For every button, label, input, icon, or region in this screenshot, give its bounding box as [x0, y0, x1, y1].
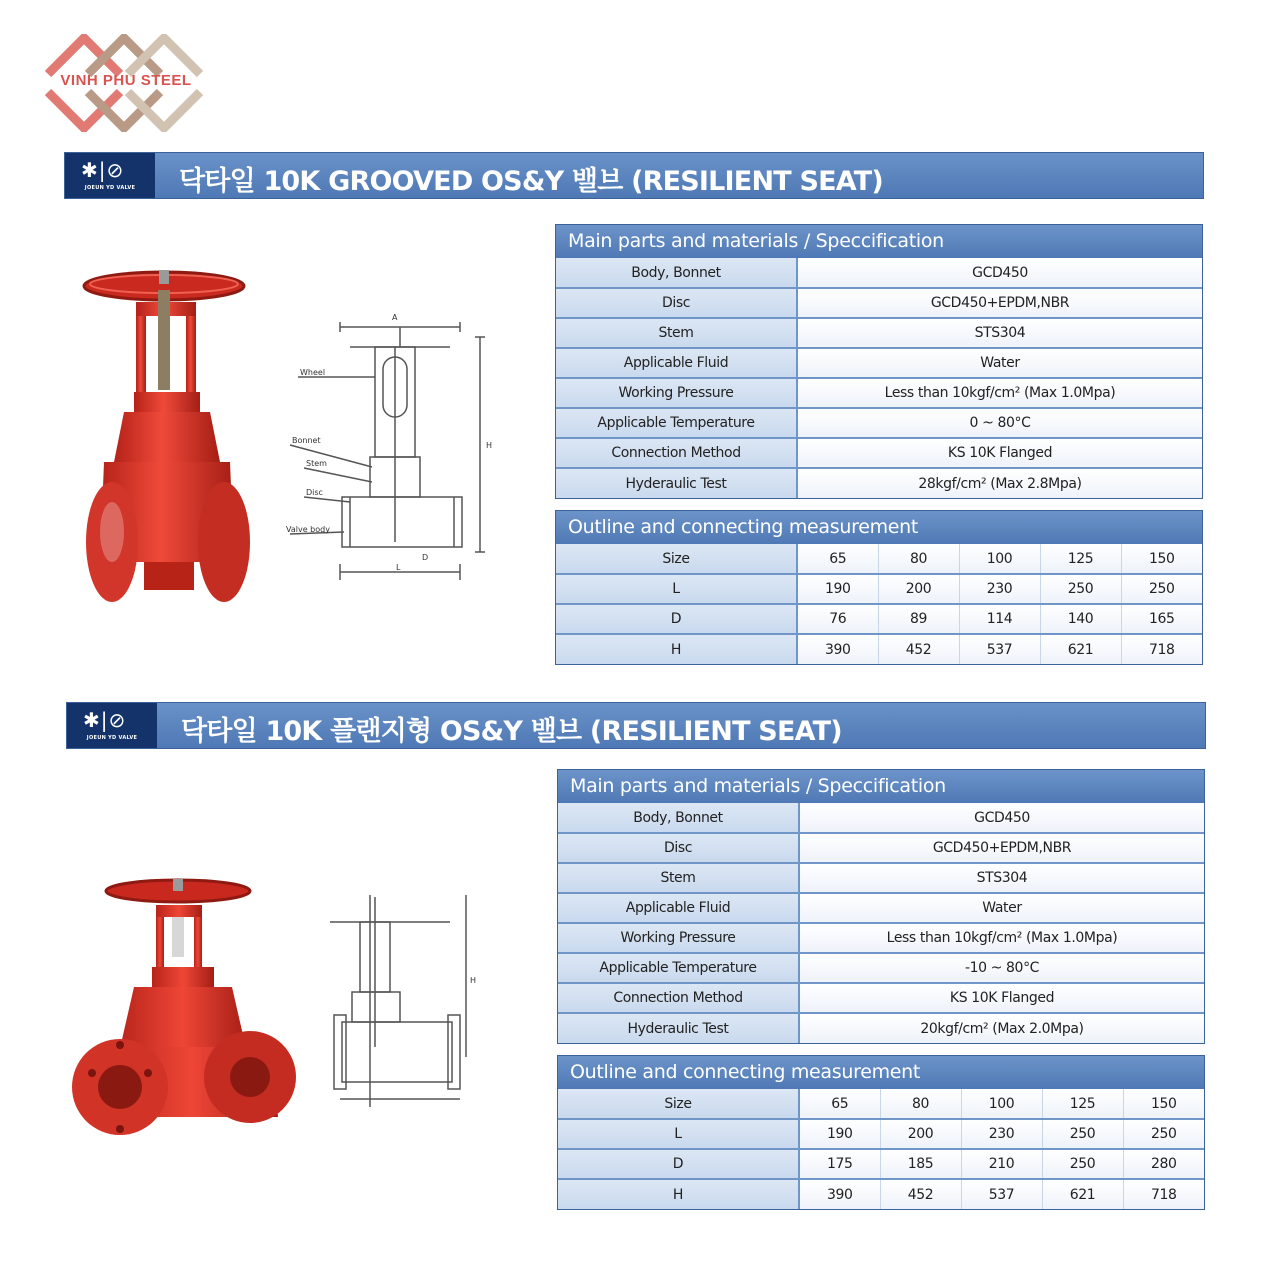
- outline-value: 150: [1121, 544, 1202, 574]
- spec-label: Working Pressure: [556, 378, 797, 408]
- spec-label: Stem: [556, 318, 797, 348]
- spec-label: Connection Method: [558, 983, 799, 1013]
- outline-table: [557, 1055, 1205, 1210]
- outline-value: 200: [880, 1119, 961, 1149]
- outline-value: 621: [1040, 634, 1121, 664]
- table-row: [558, 833, 1204, 863]
- spec-value: Less than 10kgf/cm² (Max 1.0Mpa): [799, 923, 1204, 953]
- drawing-label-d: D: [422, 553, 429, 562]
- outline-value: 250: [1121, 574, 1202, 604]
- outline-value: 200: [878, 574, 959, 604]
- outline-table: [555, 510, 1203, 665]
- outline-value: 185: [880, 1149, 961, 1179]
- outline-label: H: [556, 634, 797, 664]
- outline-value: 452: [880, 1179, 961, 1209]
- outline-value: 114: [959, 604, 1040, 634]
- spec-value: KS 10K Flanged: [797, 438, 1202, 468]
- spec-value: GCD450: [799, 803, 1204, 833]
- spec-label: Disc: [556, 288, 797, 318]
- table-row: [556, 574, 1202, 604]
- spec-label: Connection Method: [556, 438, 797, 468]
- outline-value: 140: [1040, 604, 1121, 634]
- drawing-label-bonnet: Bonnet: [292, 436, 321, 445]
- valve-drawing-grooved: [280, 302, 530, 592]
- valve-brand-icon: ✱|⊘: [81, 158, 125, 182]
- spec-table-title: Main parts and materials / Speccification: [556, 225, 1202, 258]
- outline-label: Size: [558, 1089, 799, 1119]
- table-row: [556, 604, 1202, 634]
- spec-label: Hyderaulic Test: [558, 1013, 799, 1043]
- outline-value: 390: [799, 1179, 880, 1209]
- logo-text: VINH PHU STEEL: [60, 72, 192, 89]
- outline-value: 718: [1121, 634, 1202, 664]
- spec-value: KS 10K Flanged: [799, 983, 1204, 1013]
- outline-value: 250: [1042, 1149, 1123, 1179]
- valve-drawing-flanged: [320, 887, 520, 1117]
- table-row: [558, 923, 1204, 953]
- spec-table-title: Main parts and materials / Speccification: [558, 770, 1204, 803]
- table-row: [556, 634, 1202, 664]
- table-row: [558, 803, 1204, 833]
- outline-value: 76: [797, 604, 878, 634]
- outline-value: 125: [1042, 1089, 1123, 1119]
- outline-value: 65: [797, 544, 878, 574]
- section-title: 닥타일 10K GROOVED OS&Y 밸브 (RESILIENT SEAT): [179, 166, 883, 197]
- banner-logo-subtitle: JOEUN YD VALVE: [84, 185, 136, 191]
- spec-table: [557, 769, 1205, 1044]
- outline-value: 100: [959, 544, 1040, 574]
- outline-label: D: [556, 604, 797, 634]
- table-row: [558, 1179, 1204, 1209]
- outline-value: 190: [799, 1119, 880, 1149]
- outline-value: 390: [797, 634, 878, 664]
- table-row: [558, 893, 1204, 923]
- drawing-label-h: H: [486, 441, 493, 450]
- outline-label: L: [558, 1119, 799, 1149]
- drawing-label-l: L: [396, 563, 401, 572]
- drawing-label-h: H: [470, 976, 477, 985]
- outline-label: L: [556, 574, 797, 604]
- valve-photo-grooved: [74, 262, 260, 612]
- table-row: [558, 953, 1204, 983]
- valve-photo-flanged: [72, 877, 302, 1167]
- outline-value: 537: [959, 634, 1040, 664]
- spec-label: Applicable Fluid: [556, 348, 797, 378]
- outline-value: 100: [961, 1089, 1042, 1119]
- outline-table-title: Outline and connecting measurement: [556, 511, 1202, 544]
- spec-value: GCD450+EPDM,NBR: [797, 288, 1202, 318]
- spec-label: Hyderaulic Test: [556, 468, 797, 498]
- company-logo: [44, 34, 204, 132]
- banner-logo: [65, 153, 155, 198]
- spec-table: [555, 224, 1203, 499]
- outline-value: 125: [1040, 544, 1121, 574]
- spec-value: 0 ~ 80°C: [797, 408, 1202, 438]
- table-row: [556, 468, 1202, 498]
- drawing-label-wheel: Wheel: [300, 368, 326, 377]
- outline-value: 250: [1040, 574, 1121, 604]
- outline-value: 537: [961, 1179, 1042, 1209]
- outline-value: 65: [799, 1089, 880, 1119]
- outline-label: D: [558, 1149, 799, 1179]
- table-row: [556, 438, 1202, 468]
- drawing-label-valve-body: Valve body: [286, 525, 330, 534]
- table-row: [556, 408, 1202, 438]
- section-title: 닥타일 10K 플랜지형 OS&Y 밸브 (RESILIENT SEAT): [181, 716, 842, 747]
- drawing-label-stem: Stem: [306, 459, 327, 468]
- outline-table-title: Outline and connecting measurement: [558, 1056, 1204, 1089]
- spec-label: Body, Bonnet: [556, 258, 797, 288]
- spec-label: Working Pressure: [558, 923, 799, 953]
- table-row: [558, 1089, 1204, 1119]
- outline-value: 150: [1123, 1089, 1204, 1119]
- table-row: [558, 1149, 1204, 1179]
- spec-label: Stem: [558, 863, 799, 893]
- outline-label: Size: [556, 544, 797, 574]
- outline-value: 80: [878, 544, 959, 574]
- spec-value: STS304: [799, 863, 1204, 893]
- outline-value: 452: [878, 634, 959, 664]
- spec-label: Applicable Temperature: [556, 408, 797, 438]
- outline-label: H: [558, 1179, 799, 1209]
- outline-value: 165: [1121, 604, 1202, 634]
- drawing-label-a: A: [392, 313, 398, 322]
- table-row: [556, 288, 1202, 318]
- section-banner: [66, 702, 1206, 749]
- section-banner: [64, 152, 1204, 199]
- spec-value: GCD450+EPDM,NBR: [799, 833, 1204, 863]
- table-row: [556, 258, 1202, 288]
- outline-value: 230: [961, 1119, 1042, 1149]
- outline-value: 250: [1042, 1119, 1123, 1149]
- table-row: [556, 318, 1202, 348]
- spec-label: Applicable Fluid: [558, 893, 799, 923]
- spec-value: Less than 10kgf/cm² (Max 1.0Mpa): [797, 378, 1202, 408]
- drawing-label-disc: Disc: [306, 488, 323, 497]
- outline-value: 230: [959, 574, 1040, 604]
- outline-value: 210: [961, 1149, 1042, 1179]
- outline-value: 718: [1123, 1179, 1204, 1209]
- spec-value: GCD450: [797, 258, 1202, 288]
- table-row: [558, 983, 1204, 1013]
- spec-value: Water: [797, 348, 1202, 378]
- outline-value: 175: [799, 1149, 880, 1179]
- table-row: [558, 1013, 1204, 1043]
- outline-value: 190: [797, 574, 878, 604]
- spec-label: Body, Bonnet: [558, 803, 799, 833]
- outline-value: 89: [878, 604, 959, 634]
- spec-value: STS304: [797, 318, 1202, 348]
- spec-value: Water: [799, 893, 1204, 923]
- spec-label: Disc: [558, 833, 799, 863]
- table-row: [556, 544, 1202, 574]
- banner-logo-subtitle: JOEUN YD VALVE: [86, 735, 138, 741]
- outline-value: 250: [1123, 1119, 1204, 1149]
- outline-value: 80: [880, 1089, 961, 1119]
- outline-value: 280: [1123, 1149, 1204, 1179]
- spec-value: -10 ~ 80°C: [799, 953, 1204, 983]
- outline-value: 621: [1042, 1179, 1123, 1209]
- banner-logo: [67, 703, 157, 748]
- table-row: [558, 1119, 1204, 1149]
- spec-value: 20kgf/cm² (Max 2.0Mpa): [799, 1013, 1204, 1043]
- table-row: [556, 348, 1202, 378]
- spec-value: 28kgf/cm² (Max 2.8Mpa): [797, 468, 1202, 498]
- valve-brand-icon: ✱|⊘: [83, 708, 127, 732]
- table-row: [556, 378, 1202, 408]
- table-row: [558, 863, 1204, 893]
- spec-label: Applicable Temperature: [558, 953, 799, 983]
